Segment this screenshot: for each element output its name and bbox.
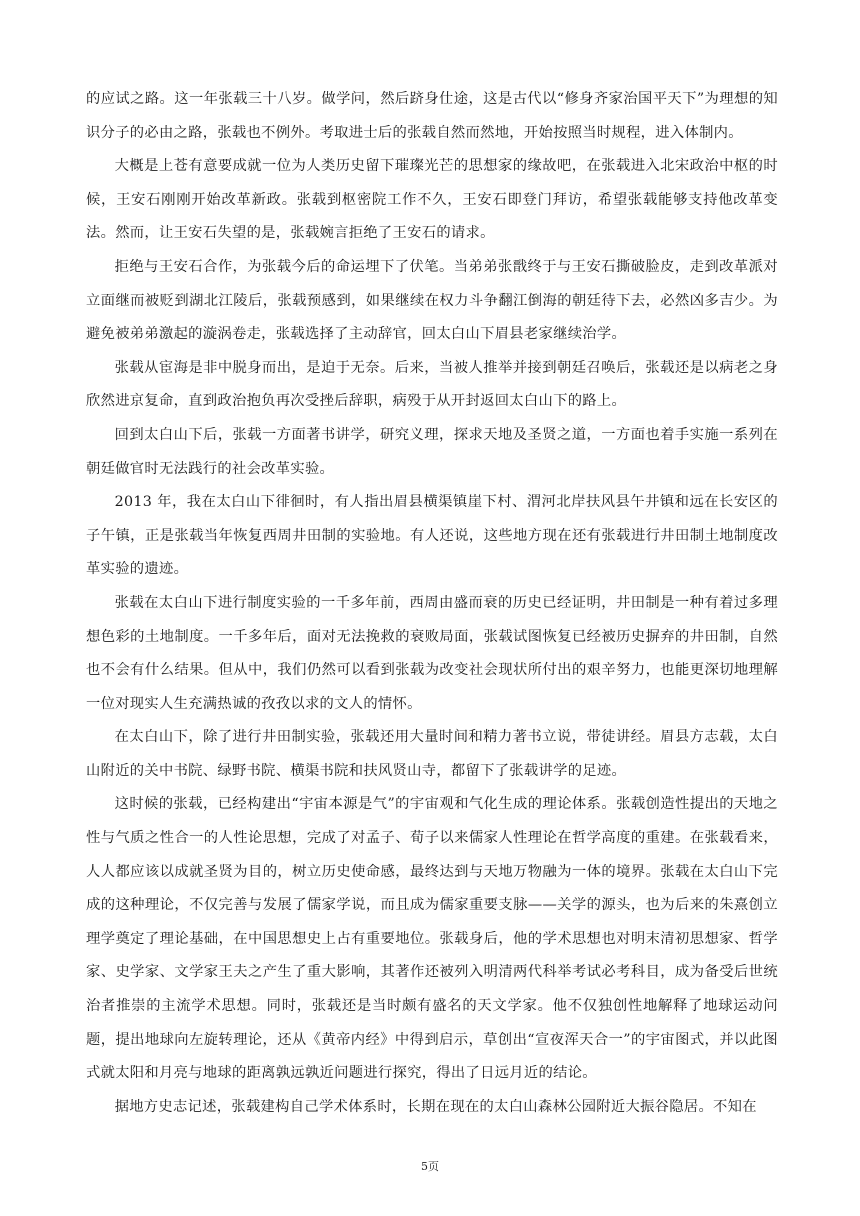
paragraph-4: 张载从宦海是非中脱身而出，是迫于无奈。后来，当被人推举并接到朝廷召唤后，张载还是以病老之身欣然进京复命，直到政治抱负再次受挫后辞职，病殁于从开封返回太白山下的路上。 [86,359,778,410]
document-body [86,83,778,1124]
paragraph-7: 张载在太白山下进行制度实验的一千多年前，西周由盛而衰的历史已经证明，井田制是一种有着过多理想色彩的土地制度。一千多年后，面对无法挽救的衰败局面，张载试图恢复已经被历史摒弃的井田制，自然也不会有什么结果。但从中，我们仍然可以看到张载为改变社会现状所付出的艰辛努力，也能更深切地理解一位对现实人生充满热诚的孜孜以求的文人的情怀。 [86,594,778,712]
paragraph-3: 拒绝与王安石合作，为张载今后的命运埋下了伏笔。当弟弟张戬终于与王安石撕破脸皮，走到改革派对立面继而被贬到湖北江陵后，张载预感到，如果继续在权力斗争翻江倒海的朝廷待下去，必然凶多吉少。为避免被弟弟激起的漩涡卷走，张载选择了主动辞官，回太白山下眉县老家继续治学。 [86,258,778,343]
paragraph-10: 据地方史志记述，张载建构自己学术体系时，长期在现在的太白山森林公园附近大振谷隐居。不知在 [114,1098,757,1115]
page-number: 5页 [421,1160,439,1173]
paragraph-6: 2013 年，我在太白山下徘徊时，有人指出眉县横渠镇崖下村、渭河北岸扶风县午井镇和远在长安区的子午镇，正是张载当年恢复西周井田制的实验地。有人还说，这些地方现在还有张载进行井田制土地制度改革实验的遗迹。 [86,494,778,578]
paragraph-1: 的应试之路。这一年张载三十八岁。做学问，然后跻身仕途，这是古代以“修身齐家治国平天下”为理想的知识分子的必由之路，张载也不例外。考取进士后的张载自然而然地，开始按照当时规程，进入体制内。 [86,91,778,141]
paragraph-5: 回到太白山下后，张载一方面著书讲学，研究义理，探求天地及圣贤之道，一方面也着手实施一系列在朝廷做官时无法践行的社会改革实验。 [86,426,778,477]
paragraph-9: 这时候的张载，已经构建出“宇宙本源是气”的宇宙观和气化生成的理论体系。张载创造性提出的天地之性与气质之性合一的人性论思想，完成了对孟子、荀子以来儒家人性理论在哲学高度的重建。在张载看来，人人都应该以成就圣贤为目的，树立历史使命感，最终达到与天地万物融为一体的境界。张载在太白山下完成的这种理论，不仅完善与发展了儒家学说，而且成为儒家重要支脉——关学的源头，也为后来的朱熹创立理学奠定了理论基础，在中国思想史上占有重要地位。张载身后，他的学术思想也对明末清初思想家、哲学家、史学家、文学家王夫之产生了重大影响，其著作还被列入明清两代科举考试必考科目，成为备受后世统治者推崇的主流学术思想。同时，张载还是当时颇有盛名的天文学家。他不仅独创性地解释了地球运动问题，提出地球向左旋转理论，还从《黄帝内经》中得到启示，草创出“宣夜浑天合一”的宇宙图式，并以此图式就太阳和月亮与地球的距离孰远孰近问题进行探究，得出了日远月近的结论。 [86,796,778,1082]
paragraph-2: 大概是上苍有意要成就一位为人类历史留下璀璨光芒的思想家的缘故吧，在张载进入北宋政治中枢的时候，王安石刚刚开始改革新政。张载到枢密院工作不久，王安石即登门拜访，希望张载能够支持他改革变法。然而，让王安石失望的是，张载婉言拒绝了王安石的请求。 [86,158,778,242]
paragraph-8: 在太白山下，除了进行井田制实验，张载还用大量时间和精力著书立说，带徒讲经。眉县方志载，太白山附近的关中书院、绿野书院、横渠书院和扶风贤山寺，都留下了张载讲学的足迹。 [86,729,778,779]
